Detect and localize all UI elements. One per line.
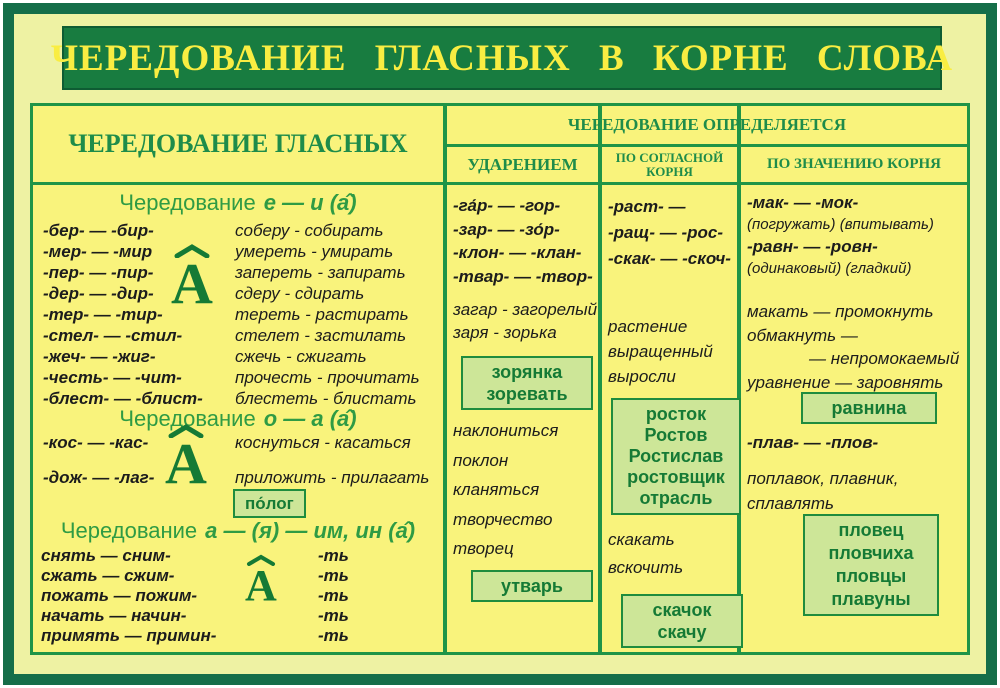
- root-pair: -твар- — -твор-: [453, 266, 593, 286]
- exception-word: утварь: [501, 576, 563, 596]
- example-pair: сдеру - сдирать: [235, 284, 365, 303]
- root-pair: -дер- — -дир-: [43, 284, 154, 303]
- example-word: вскочить: [608, 558, 684, 577]
- exception-box-zoryanka: [461, 356, 593, 410]
- root-pair: примять — примин-: [41, 626, 217, 645]
- example-word: творчество: [453, 509, 553, 529]
- section2-root-pairs: [43, 432, 154, 488]
- exception-word: росток: [645, 404, 707, 424]
- example-pair: запереть - запирать: [235, 263, 406, 282]
- root-pair: -мер- — -мир: [43, 242, 153, 261]
- example-word: выросли: [608, 367, 676, 386]
- exception-box-plovets: [803, 514, 939, 616]
- column-header-alternation: ЧЕРЕДОВАНИЕ ГЛАСНЫХ: [68, 129, 408, 158]
- suffix: -ть: [318, 566, 349, 585]
- root-pair: -пер- — -пир-: [43, 263, 154, 282]
- root-pair: -кос- — -кас-: [43, 433, 149, 452]
- root-pair: -скак- — -скоч-: [608, 249, 731, 268]
- root-pair: -ращ- — -рос-: [608, 223, 724, 242]
- consonant-roots: [608, 194, 731, 272]
- exception-word: зоревать: [486, 384, 568, 404]
- exception-box-ravnina: [801, 392, 937, 424]
- root-accent-symbol: [245, 554, 277, 610]
- example-pair: загар - загорелый: [453, 300, 598, 319]
- section1-examples: [235, 220, 420, 409]
- exception-word: пловец: [838, 520, 904, 540]
- exception-word: зорянка: [491, 362, 563, 382]
- section3-heading-label: Чередование: [60, 518, 198, 543]
- exception-word: Ростов: [644, 425, 708, 445]
- root-pair: -га́р- — -гор-: [453, 196, 561, 215]
- exception-word: скачок: [652, 600, 712, 620]
- section1-heading: [33, 190, 443, 216]
- suffix: -ть: [318, 546, 349, 565]
- suffix: -ть: [318, 626, 349, 645]
- example-word: скакать: [608, 530, 675, 549]
- root-letter-a: А: [245, 561, 277, 610]
- root-pair: -стел- — -стил-: [43, 326, 183, 345]
- example-word: растение: [608, 317, 688, 336]
- example-word: творец: [453, 539, 514, 558]
- example-pair: сжечь - сжигать: [235, 347, 367, 366]
- root-accent-symbol: [165, 424, 207, 496]
- exception-word: ростовщик: [627, 467, 725, 487]
- exception-word: Ростислав: [628, 446, 724, 466]
- exception-word: равнина: [831, 398, 907, 418]
- example-pair: уравнение — заровнять: [747, 372, 944, 392]
- section1-heading-label: Чередование: [119, 190, 256, 215]
- section2-heading-label: Чередование: [119, 406, 256, 431]
- root-accent-symbol: [171, 244, 213, 316]
- exception-word: пловчиха: [828, 543, 914, 563]
- meaning-roots-glosses: [747, 192, 934, 280]
- alternation-table: [30, 103, 970, 655]
- example-pair: соберу - собирать: [235, 221, 384, 240]
- suffix: -ть: [318, 586, 349, 605]
- grid-vline-1: [443, 106, 447, 652]
- exception-box-utvar: [471, 570, 593, 602]
- example-word: выращенный: [608, 342, 713, 361]
- example-pair: тереть - растирать: [235, 305, 409, 324]
- poster-title: ЧЕРЕДОВАНИЕ ГЛАСНЫХ В КОРНЕ СЛОВА: [50, 37, 954, 79]
- section2-heading: [33, 406, 443, 432]
- root-pair: -жеч- — -жиг-: [43, 347, 156, 366]
- root-pair: -плав- — -плов-: [747, 433, 879, 452]
- root-gloss: (одинаковый) (гладкий): [747, 260, 912, 277]
- root-pair: пожать — пожим-: [41, 586, 198, 605]
- exception-word: отрасль: [639, 488, 713, 508]
- example-word: поплавок, плавник,: [747, 469, 899, 488]
- root-letter-a: А: [171, 251, 213, 316]
- root-pair: -бер- — -бир-: [43, 221, 154, 240]
- exception-word: скачу: [657, 622, 707, 642]
- exception-box-polog: [233, 489, 306, 518]
- example-pair: стелет - застилать: [235, 326, 407, 345]
- poster-title-banner: [50, 26, 954, 90]
- exception-word: плавуны: [831, 589, 911, 609]
- meaning-words: [747, 466, 898, 516]
- grid-vline-2: [598, 106, 602, 652]
- example-pair: заря - зорька: [453, 323, 557, 342]
- consonant-words1: [608, 314, 713, 389]
- root-pair: -клон- — -клан-: [453, 243, 582, 262]
- example-pair: коснуться - касаться: [235, 433, 411, 452]
- exception-box-skachok: [621, 594, 743, 648]
- section1-heading-formula: е — и (а̂): [263, 190, 357, 215]
- grid-vline-3: [737, 106, 741, 652]
- consonant-words2: [608, 526, 683, 582]
- suffix: -ть: [318, 606, 349, 625]
- section3-suffixes: [318, 546, 349, 646]
- column-header-consonant: ПО СОГЛАСНОЙ КОРНЯ: [615, 149, 724, 179]
- root-pair: начать — начин-: [41, 606, 187, 625]
- example-word: кланяться: [453, 480, 540, 499]
- root-pair: -дож- — -лаг-: [43, 468, 155, 487]
- example-pair: макать — промокнуть: [747, 302, 934, 321]
- example-word: сплавлять: [747, 494, 834, 513]
- column-header-stress: УДАРЕНИЕМ: [467, 154, 578, 174]
- section2-examples: [235, 432, 429, 488]
- exception-box-rostok: [611, 398, 741, 515]
- root-pair: -раст- —: [608, 197, 686, 216]
- example-pair: приложить - прилагать: [235, 468, 430, 487]
- root-pair: -зар- — -зо́р-: [453, 219, 560, 239]
- example-word: наклониться: [453, 421, 559, 440]
- section3-heading-formula: а — (я) — им, ин (а̂): [205, 518, 416, 543]
- grid-hline-header: [33, 182, 967, 185]
- root-pair: -тер- — -тир-: [43, 305, 163, 324]
- example-pair: — непромокаемый: [809, 349, 960, 368]
- example-word: поклон: [453, 450, 509, 470]
- section3-heading: [33, 518, 443, 544]
- root-gloss: (погружать) (впитывать): [747, 216, 934, 233]
- exception-word: пловцы: [835, 566, 907, 586]
- example-pair: умереть - умирать: [235, 242, 394, 261]
- stress-examples: [453, 298, 597, 344]
- root-letter-a: А: [165, 431, 207, 496]
- section2-heading-formula: о — а (а̂): [263, 406, 357, 431]
- column-header-meaning: ПО ЗНАЧЕНИЮ КОРНЯ: [766, 156, 942, 172]
- example-pair: блестеть - блистать: [235, 389, 417, 408]
- root-pair: -мак- — -мок-: [747, 193, 859, 212]
- column-header-determined-by: ЧЕРЕДОВАНИЕ ОПРЕДЕЛЯЕТСЯ: [567, 115, 847, 134]
- example-pair: прочесть - прочитать: [235, 368, 420, 387]
- example-pair: обмакнуть —: [747, 325, 858, 345]
- stress-roots: [453, 194, 593, 288]
- root-pair: -блест- — -блист-: [43, 389, 203, 408]
- meaning-examples: [747, 300, 959, 394]
- section3-root-pairs: [41, 546, 216, 646]
- root-pair: снять — сним-: [41, 546, 171, 565]
- root-pair: сжать — сжим-: [41, 566, 175, 585]
- root-pair: -честь- — -чит-: [43, 368, 182, 387]
- root-pair: -равн- — -ровн-: [747, 237, 878, 256]
- exception-word: по́лог: [245, 494, 294, 513]
- meaning-roots-plav: [747, 432, 878, 454]
- stress-words: [453, 416, 558, 564]
